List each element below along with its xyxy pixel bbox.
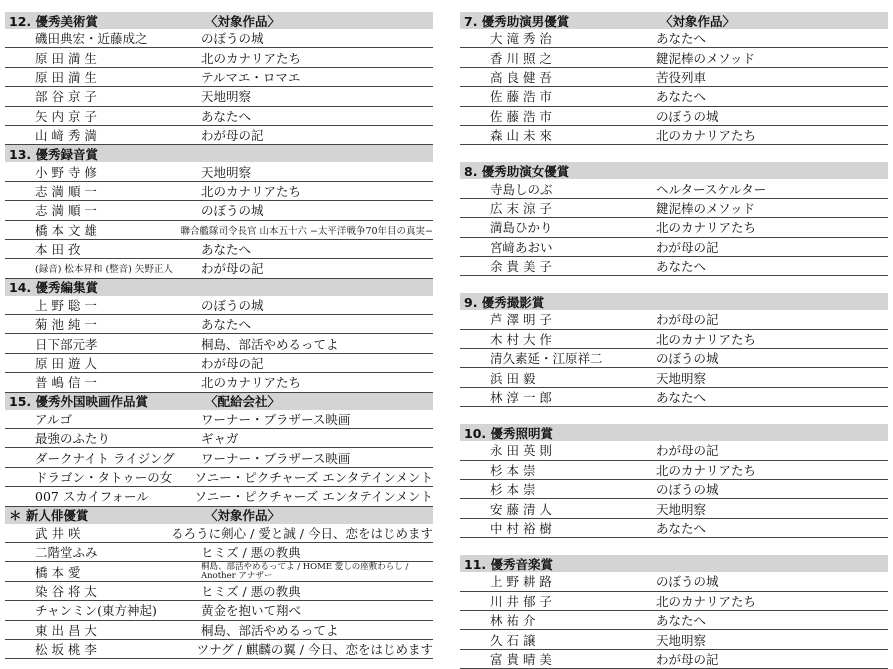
work-title: 鍵泥棒のメソッド [656, 200, 756, 216]
work-title: わが母の記 [656, 239, 719, 255]
award-section [460, 162, 888, 276]
nominee-row [460, 388, 888, 407]
work-title: 北のカナリアたち [201, 50, 302, 66]
work-title: 聯合艦隊司令長官 山本五十六 −太平洋戦争70年目の真実− [180, 225, 433, 237]
section-subtitle: 〈対象作品〉 [205, 13, 281, 29]
work-title: あなたへ [656, 89, 707, 105]
work-title: 北のカナリアたち [656, 220, 757, 236]
section-title: 9. 優秀撮影賞 [464, 294, 545, 310]
nominee-name: 菊 池 純 一 [35, 317, 97, 333]
nominee-row [460, 519, 888, 538]
section-header [5, 145, 433, 162]
nominee-name: 武 井 咲 [35, 525, 81, 541]
nominee-name: (録音) 松本昇和 (整音) 矢野正人 [35, 264, 173, 276]
nominee-name: 森 山 未 來 [490, 128, 552, 144]
section-title: 15. 優秀外国映画作品賞 [9, 394, 148, 410]
nominee-name: 杉 本 崇 [490, 482, 536, 498]
section-subtitle: 〈対象作品〉 [660, 13, 736, 29]
work-title: あなたへ [201, 108, 252, 124]
work-title: ヒミズ / 悪の教典 [201, 583, 301, 599]
nominee-name: 最強のふたり [35, 431, 111, 447]
nominee-name: チャンミン(東方神起) [35, 603, 157, 619]
work-title: のぼうの城 [656, 351, 719, 367]
nominee-row [460, 441, 888, 460]
work-title: 北のカナリアたち [656, 462, 757, 478]
nominee-name: 橋 本 愛 [35, 564, 81, 580]
award-section [5, 12, 433, 145]
nominee-name: 磯田典宏・近藤成之 [35, 31, 148, 47]
nominee-row [5, 240, 433, 259]
work-title: あなたへ [656, 613, 707, 629]
nominee-row [5, 182, 433, 201]
work-title: ソニー・ピクチャーズ エンタテインメント [194, 489, 433, 505]
work-title: わが母の記 [656, 312, 719, 328]
section-subtitle: 〈配給会社〉 [205, 394, 281, 410]
nominee-name: アルゴ [35, 411, 73, 427]
nominee-row [5, 315, 433, 334]
award-section [5, 393, 433, 507]
work-title: のぼうの城 [656, 574, 719, 590]
nominee-row [5, 296, 433, 315]
nominee-name: 浜 田 毅 [490, 370, 536, 386]
work-title: 苦役列車 [656, 69, 707, 85]
section-title: 10. 優秀照明賞 [464, 425, 553, 441]
nominee-row [5, 543, 433, 562]
nominee-name: 志 満 順 一 [35, 203, 97, 219]
work-title: 北のカナリアたち [656, 331, 757, 347]
nominee-row [5, 429, 433, 448]
nominee-row [5, 582, 433, 601]
nominee-row [460, 630, 888, 649]
nominee-row [5, 354, 433, 373]
nominee-name: 橋 本 文 雄 [35, 222, 97, 238]
nominee-row [460, 310, 888, 329]
work-title: るろうに剣心 / 愛と誠 / 今日、恋をはじめます [171, 525, 433, 541]
nominee-name: 林 淳 一 郎 [490, 390, 552, 406]
nominee-name: 日下部元孝 [35, 336, 98, 352]
nominee-name: 寺島しのぶ [490, 181, 553, 197]
nominee-name: 007 スカイフォール [35, 489, 149, 505]
section-title: 14. 優秀編集賞 [9, 280, 98, 296]
nominee-name: 普 嶋 信 一 [35, 375, 97, 391]
nominee-row [5, 48, 433, 67]
nominee-name: 川 井 郁 子 [490, 593, 552, 609]
nominee-name: 広 末 涼 子 [490, 200, 552, 216]
work-title: わが母の記 [201, 356, 264, 372]
nominee-name: 大 滝 秀 治 [490, 31, 552, 47]
work-title: ギャガ [201, 431, 239, 447]
nominee-name: 宮﨑あおい [490, 239, 553, 255]
nominee-name: 原 田 満 生 [35, 69, 97, 85]
nominee-row [5, 87, 433, 106]
award-section [5, 507, 433, 660]
nominee-row [460, 87, 888, 106]
nominee-row [5, 126, 433, 145]
nominee-row [5, 468, 433, 487]
work-title: のぼうの城 [201, 203, 264, 219]
nominee-name: 本 田 孜 [35, 242, 81, 258]
nominee-name: 原 田 遊 人 [35, 356, 97, 372]
section-title: 13. 優秀録音賞 [9, 146, 98, 162]
work-title: ワーナー・ブラザース映画 [201, 450, 351, 466]
nominee-row [460, 592, 888, 611]
nominee-row [460, 238, 888, 257]
nominee-row [460, 349, 888, 368]
section-header [5, 12, 433, 29]
nominee-row [460, 29, 888, 48]
nominee-row [460, 330, 888, 349]
nominee-name: 矢 内 京 子 [35, 108, 97, 124]
section-gap [460, 145, 888, 162]
work-title: 天地明察 [656, 370, 707, 386]
nominee-row [460, 218, 888, 237]
section-header [460, 555, 888, 572]
nominee-row [460, 499, 888, 518]
section-title: 11. 優秀音楽賞 [464, 556, 553, 572]
nominee-name: 余 貴 美 子 [490, 259, 552, 275]
award-section [460, 293, 888, 407]
nominee-row [5, 373, 433, 392]
work-title: のぼうの城 [656, 482, 719, 498]
work-title: あなたへ [201, 242, 252, 258]
nominee-name: 永 田 英 則 [490, 443, 552, 459]
work-title: わが母の記 [656, 651, 719, 667]
right-column [460, 12, 888, 669]
nominee-name: 林 祐 介 [490, 613, 536, 629]
section-gap [460, 538, 888, 555]
work-title: 天地明察 [201, 89, 252, 105]
award-section [5, 145, 433, 278]
nominee-row [5, 29, 433, 48]
award-section [5, 279, 433, 393]
work-title: 天地明察 [656, 501, 707, 517]
nominee-row [460, 257, 888, 276]
nominee-name: 佐 藤 浩 市 [490, 89, 552, 105]
work-title: ソニー・ピクチャーズ エンタテインメント [194, 470, 433, 485]
nominee-name: 上 野 耕 路 [490, 574, 552, 590]
nominee-row [460, 107, 888, 126]
nominee-row [5, 334, 433, 353]
nominee-row [5, 162, 433, 181]
nominee-name: 富 貴 晴 美 [490, 651, 552, 667]
section-title: 8. 優秀助演女優賞 [464, 163, 570, 179]
award-section [460, 12, 888, 145]
nominee-name: 上 野 聡 一 [35, 297, 97, 313]
work-title: 北のカナリアたち [656, 593, 757, 609]
nominee-row [460, 611, 888, 630]
work-title: 天地明察 [656, 632, 707, 648]
nominee-name: ドラゴン・タトゥーの女 [35, 470, 173, 485]
nominee-row [5, 640, 433, 659]
nominee-name: 原 田 満 生 [35, 50, 97, 66]
work-title: ヒミズ / 悪の教典 [201, 545, 301, 561]
nominee-name: 佐 藤 浩 市 [490, 108, 552, 124]
section-subtitle: 〈対象作品〉 [205, 508, 281, 524]
work-title: 桐島、部活やめるってよ / HOME 愛しの座敷わらし / Another アナザー [201, 561, 409, 581]
award-section [460, 424, 888, 538]
nominee-row [5, 68, 433, 87]
nominee-name: 部 谷 京 子 [35, 89, 97, 105]
work-title: わが母の記 [656, 443, 719, 459]
nominee-name: 木 村 大 作 [490, 331, 552, 347]
work-title: あなたへ [656, 31, 707, 47]
work-title: あなたへ [656, 390, 707, 406]
nominee-row [5, 448, 433, 467]
nominee-row [460, 68, 888, 87]
work-title: 鍵泥棒のメソッド [656, 50, 756, 66]
work-title: 桐島、部活やめるってよ [201, 336, 339, 352]
section-header [460, 12, 888, 29]
work-title: 黄金を抱いて翔べ [201, 603, 302, 619]
work-title: あなたへ [656, 521, 707, 536]
nominee-row [5, 410, 433, 429]
nominee-row [5, 201, 433, 220]
section-title: 7. 優秀助演男優賞 [464, 13, 570, 29]
section-gap [460, 276, 888, 293]
nominee-row [460, 199, 888, 218]
nominee-name: ダークナイト ライジング [35, 450, 175, 466]
nominee-name: 二階堂ふみ [35, 545, 98, 561]
nominee-name: 満島ひかり [490, 220, 553, 236]
nominee-row [5, 259, 433, 278]
section-gap [460, 407, 888, 424]
section-title: 12. 優秀美術賞 [9, 13, 98, 29]
nominee-name: 東 出 昌 大 [35, 622, 97, 638]
work-title: 北のカナリアたち [201, 375, 302, 391]
nominee-row [460, 368, 888, 387]
nominee-row [5, 487, 433, 506]
work-title: ツナグ / 麒麟の翼 / 今日、恋をはじめます [196, 642, 433, 658]
nominee-row [460, 572, 888, 591]
work-title: のぼうの城 [201, 31, 264, 47]
nominee-name: 高 良 健 吾 [490, 69, 552, 85]
nominee-row [460, 179, 888, 198]
nominee-row [5, 601, 433, 620]
nominee-row [5, 221, 433, 240]
nominee-row [460, 650, 888, 669]
nominee-row [5, 562, 433, 581]
work-title: わが母の記 [201, 128, 264, 144]
nominee-name: 染 谷 将 太 [35, 583, 97, 599]
section-header [5, 393, 433, 410]
nominee-name: 志 満 順 一 [35, 183, 97, 199]
nominee-name: 香 川 照 之 [490, 50, 552, 66]
nominee-name: 山 﨑 秀 満 [35, 128, 97, 144]
nominee-row [5, 621, 433, 640]
section-header [460, 293, 888, 310]
section-header [460, 162, 888, 179]
work-title: 天地明察 [201, 164, 252, 180]
work-title: 桐島、部活やめるってよ [201, 622, 339, 638]
work-title: ヘルタースケルター [656, 181, 767, 197]
work-title: のぼうの城 [656, 108, 719, 124]
nominee-name: 松 坂 桃 李 [35, 642, 97, 658]
nominee-name: 中 村 裕 樹 [490, 521, 552, 536]
work-title: 北のカナリアたち [201, 183, 302, 199]
nominee-row [460, 48, 888, 67]
work-title: あなたへ [656, 259, 707, 275]
nominee-row [5, 524, 433, 543]
work-title: テルマエ・ロマエ [201, 69, 301, 85]
nominee-name: 杉 本 崇 [490, 462, 536, 478]
nominee-name: 久 石 譲 [490, 632, 536, 648]
left-column [5, 12, 433, 659]
nominee-name: 芦 澤 明 子 [490, 312, 552, 328]
nominee-name: 安 藤 清 人 [490, 501, 552, 517]
nominee-row [5, 107, 433, 126]
section-header [5, 507, 433, 524]
section-title: ＊ 新人俳優賞 [9, 508, 89, 524]
work-title: 北のカナリアたち [656, 128, 757, 144]
award-section [460, 555, 888, 669]
work-title: のぼうの城 [201, 297, 264, 313]
section-header [5, 279, 433, 296]
work-title: あなたへ [201, 317, 252, 333]
nominee-row [460, 126, 888, 145]
nominee-row [460, 461, 888, 480]
work-title: わが母の記 [201, 261, 264, 277]
nominee-name: 小 野 寺 修 [35, 164, 97, 180]
work-title: ワーナー・ブラザース映画 [201, 411, 351, 427]
nominee-row [460, 480, 888, 499]
section-header [460, 424, 888, 441]
nominee-name: 清久素延・江原祥二 [490, 351, 603, 367]
